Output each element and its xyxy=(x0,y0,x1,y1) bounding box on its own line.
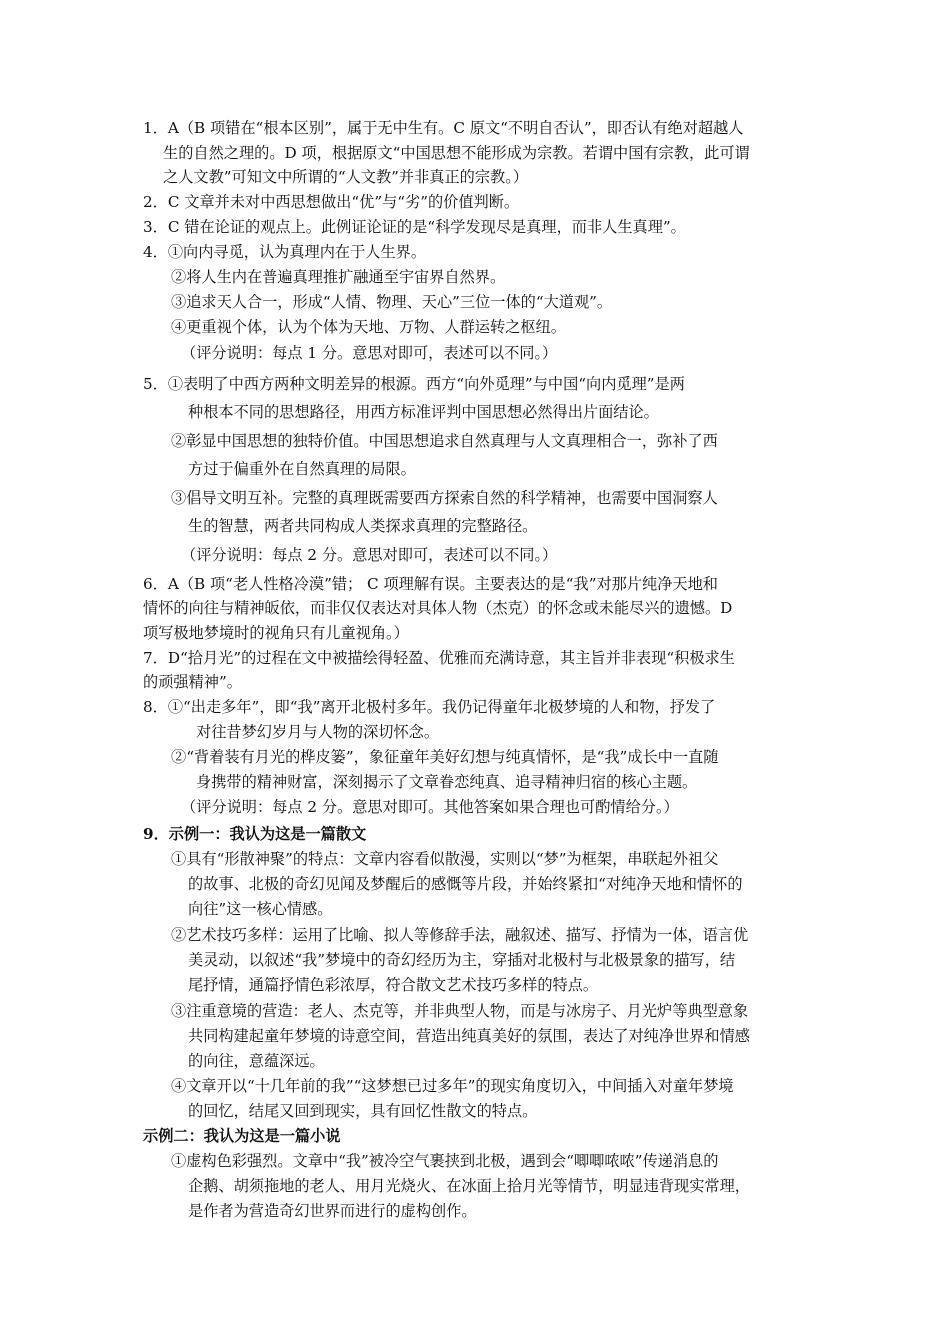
q5-item-3-line-1: ③倡导文明互补。完整的真理既需要西方探索自然的科学精神，也需要中国洞察人 xyxy=(171,489,718,507)
q4-item-3: ③追求天人合一，形成“人情、物理、天心”三位一体的“大道观”。 xyxy=(171,293,613,311)
q3-line: 3．C 错在论证的观点上。此例证论证的是“科学发现尽是真理，而非人生真理”。 xyxy=(143,218,686,236)
q8-item-1-line-1: 8．①“出走多年”，即“我”离开北极村多年。我仍记得童年北极梦境的人和物，抒发了 xyxy=(143,698,716,716)
q5-scoring-note: （评分说明：每点 2 分。意思对即可，表述可以不同。） xyxy=(181,546,558,564)
q4-scoring-note: （评分说明：每点 1 分。意思对即可，表述可以不同。） xyxy=(181,344,558,362)
q9-p3-line-2: 共同构建起童年梦境的诗意空间，营造出纯真美好的氛围，表达了对纯净世界和情感 xyxy=(188,1027,750,1045)
q1-line-1: 1．A（B 项错在“根本区别”，属于无中生有。C 原文“不明自否认”，即否认有绝对超越人 xyxy=(143,119,744,137)
q7-line-1: 7．D“拾月光”的过程在文中被描绘得轻盈、优雅而充满诗意，其主旨并非表现“积极求生 xyxy=(143,649,735,667)
q6-line-3: 项写极地梦境时的视角只有儿童视角。） xyxy=(143,624,409,642)
q5-item-1-line-2: 种根本不同的思想路径，用西方标准评判中国思想必然得出片面结论。 xyxy=(188,403,659,421)
q5-item-2-line-2: 方过于偏重外在自然真理的局限。 xyxy=(188,460,416,478)
q8-item-1-line-2: 对往昔梦幻岁月与人物的深切怀念。 xyxy=(196,723,439,741)
q5-item-2-line-1: ②彰显中国思想的独特价值。中国思想追求自然真理与人文真理相合一，弥补了西 xyxy=(171,432,718,450)
q8-item-2-line-1: ②“背着装有月光的桦皮篓”，象征童年美好幻想与纯真情怀，是“我”成长中一直随 xyxy=(171,748,719,766)
q4-item-1: 4．①向内寻觅，认为真理内在于人生界。 xyxy=(143,243,427,261)
q9-example-1-heading: 9．示例一：我认为这是一篇散文 xyxy=(143,825,367,843)
q2-line: 2．C 文章并未对中西思想做出“优”与“劣”的价值判断。 xyxy=(143,193,520,211)
q9-p4-line-2: 的回忆，结尾又回到现实，具有回忆性散文的特点。 xyxy=(188,1102,538,1120)
q6-line-2: 情怀的向往与精神皈依，而非仅仅表达对具体人物（杰克）的怀念或未能尽兴的遗憾。D xyxy=(143,599,733,617)
q7-line-2: 的顽强精神”。 xyxy=(143,673,242,691)
q5-item-1-line-1: 5．①表明了中西方两种文明差异的根源。西方“向外觅理”与中国“向内觅理”是两 xyxy=(143,375,685,393)
q9-p1-line-2: 的故事、北极的奇幻见闻及梦醒后的感慨等片段，并始终紧扣“对纯净天地和情怀的 xyxy=(188,875,743,893)
q9-example-2-heading: 示例二：我认为这是一篇小说 xyxy=(143,1127,341,1145)
q1-line-3: 之人文教”可知文中所谓的“人文教”并非真正的宗教。） xyxy=(163,168,529,186)
q9-p3-line-3: 的向往，意蕴深远。 xyxy=(188,1052,325,1070)
q9-p2-line-1: ②艺术技巧多样：运用了比喻、拟人等修辞手法，融叙述、描写、抒情为一体，语言优 xyxy=(171,926,749,944)
q9-p2-line-3: 尾抒情，通篇抒情色彩浓厚，符合散文艺术技巧多样的特点。 xyxy=(188,976,599,994)
q8-item-2-line-2: 身携带的精神财富，深刻揭示了文章眷恋纯真、追寻精神归宿的核心主题。 xyxy=(196,773,698,791)
q9-p2-line-2: 美灵动，以叙述“我”梦境中的奇幻经历为主，穿插对北极村与北极景象的描写，结 xyxy=(188,951,736,969)
q5-item-3-line-2: 生的智慧，两者共同构成人类探求真理的完整路径。 xyxy=(188,517,538,535)
q4-item-4: ④更重视个体，认为个体为天地、万物、人群运转之枢纽。 xyxy=(171,318,566,336)
q9-p1-line-1: ①具有“形散神聚”的特点：文章内容看似散漫，实则以“梦”为框架，串联起外祖父 xyxy=(171,850,719,868)
q9-p5-line-1: ①虚构色彩强烈。文章中“我”被冷空气裹挟到北极，遇到会“唧唧哝哝”传递消息的 xyxy=(171,1152,719,1170)
q1-line-2: 生的自然之理的。D 项，根据原文“中国思想不能形成为宗教。若谓中国有宗教，此可谓 xyxy=(163,144,750,162)
q9-p4-line-1: ④文章开以“十几年前的我”“这梦想已过多年”的现实角度切入，中间插入对童年梦境 xyxy=(171,1077,734,1095)
q9-p3-line-1: ③注重意境的营造：老人、杰克等，并非典型人物，而是与冰房子、月光炉等典型意象 xyxy=(171,1002,749,1020)
q9-p5-line-3: 是作者为营造奇幻世界而进行的虚构创作。 xyxy=(188,1202,477,1220)
q9-p1-line-3: 向往”这一核心情感。 xyxy=(188,900,333,918)
q4-item-2: ②将人生内在普遍真理推扩融通至宇宙界自然界。 xyxy=(171,268,506,286)
q6-line-1: 6．A（B 项“老人性格冷漠”错； C 项理解有误。主要表达的是“我”对那片纯净天地和 xyxy=(143,575,718,593)
q9-p5-line-2: 企鹅、胡须拖地的老人、用月光烧火、在冰面上拾月光等情节，明显违背现实常理， xyxy=(188,1177,750,1195)
q8-scoring-note: （评分说明：每点 2 分。意思对即可。其他答案如果合理也可酌情给分。） xyxy=(181,798,679,816)
